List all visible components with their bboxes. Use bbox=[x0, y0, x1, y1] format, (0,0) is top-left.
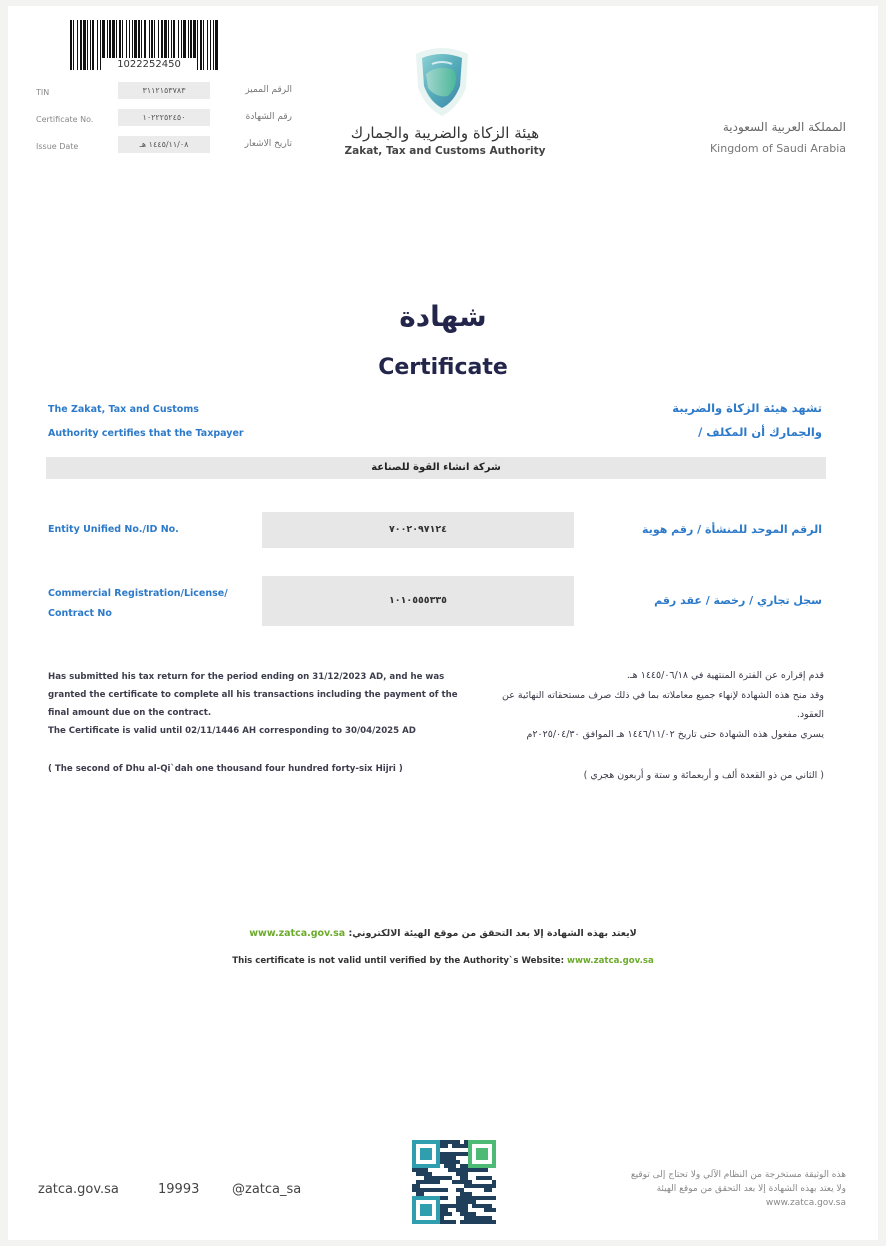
footer-note bbox=[536, 1168, 846, 1210]
kingdom-name-en: Kingdom of Saudi Arabia bbox=[709, 142, 846, 155]
verify-ar-text: لايعتد بهذه الشهادة إلا بعد التحقق من موقع الهيئة الالكتروني: bbox=[348, 928, 637, 939]
footer-note-ar-2: ولا يعتد بهذه الشهادة إلا بعد التحقق من موقع الهيئة bbox=[656, 1184, 846, 1194]
tin-label: TIN bbox=[36, 88, 50, 97]
verify-en-url[interactable]: www.zatca.gov.sa bbox=[567, 956, 654, 966]
issue-date-label-ar: تاريخ الاشعار bbox=[244, 139, 292, 149]
commercial-label-en-1: Commercial Registration/License/ bbox=[48, 588, 228, 599]
issue-date-label: Issue Date bbox=[36, 142, 79, 151]
certifies-ar-line2: والجمارك أن المكلف / bbox=[698, 425, 822, 439]
body-en-p2: The Certificate is valid until 02/11/1446 AH corresponding to 30/04/2025 AD bbox=[48, 726, 416, 736]
qr-code-icon bbox=[412, 1140, 496, 1224]
entity-label-ar: الرقم الموحد للمنشأة / رقم هوية bbox=[642, 523, 822, 536]
certificate-no-value: ١٠٢٢٢٥٢٤٥٠ bbox=[118, 109, 210, 126]
verify-ar-url[interactable]: www.zatca.gov.sa bbox=[249, 928, 346, 939]
entity-value: ٧٠٠٢٠٩٧١٢٤ bbox=[262, 512, 574, 548]
barcode-number: 1022252450 bbox=[102, 58, 196, 71]
title-ar: شهادة bbox=[399, 300, 487, 333]
commercial-label-en bbox=[48, 584, 228, 624]
commercial-label-ar: سجل تجاري / رخصة / عقد رقم bbox=[654, 594, 822, 607]
commercial-label-en-2: Contract No bbox=[48, 608, 112, 619]
authority-logo-icon bbox=[408, 44, 476, 118]
body-ar-p3: يسري مفعول هذه الشهادة حتى تاريخ ١٤٤٦/١١/٠٢ هـ الموافق ٢٠٢٥/٠٤/٣٠م bbox=[526, 728, 824, 740]
footer-phone: 19993 bbox=[158, 1182, 200, 1197]
footer-note-url: www.zatca.gov.sa bbox=[765, 1198, 846, 1208]
certifies-ar-line1: تشهد هيئة الزكاة والضريبة bbox=[672, 401, 822, 415]
body-en bbox=[48, 668, 458, 778]
title-en: Certificate bbox=[378, 355, 508, 380]
commercial-value: ١٠١٠٥٥٥٣٣٥ bbox=[262, 576, 574, 626]
body-ar-p1: قدم إقراره عن الفترة المنتهية في ١٤٤٥/٠٦/١٨ هـ. bbox=[626, 670, 824, 681]
authority-name-ar: هيئة الزكاة والضريبة والجمارك bbox=[350, 124, 540, 142]
taxpayer-name: شركة انشاء القوة للصناعة bbox=[46, 457, 826, 479]
authority-name-en: Zakat, Tax and Customs Authority bbox=[344, 145, 546, 157]
tin-value: ٣١١٢١٥٣٧٨٣ bbox=[118, 82, 210, 99]
certifies-en-line2: Authority certifies that the Taxpayer bbox=[48, 428, 244, 439]
verify-ar bbox=[0, 928, 886, 939]
certificate-no-label-ar: رقم الشهادة bbox=[245, 112, 292, 122]
issue-date-value: ١٤٤٥/١١/٠٨ هـ bbox=[118, 136, 210, 153]
body-ar bbox=[494, 666, 824, 786]
verify-en-text: This certificate is not valid until verified by the Authority`s Website: bbox=[232, 956, 565, 966]
footer-note-ar-1: هذه الوثيقة مستخرجة من النظام الآلي ولا تحتاج إلى توقيع bbox=[630, 1170, 846, 1180]
footer-website[interactable]: zatca.gov.sa bbox=[38, 1182, 119, 1197]
body-en-p1: Has submitted his tax return for the period ending on 31/12/2023 AD, and he was granted the certificate to complete all his transactions including the payment of the final amount due on the contract. bbox=[48, 672, 458, 718]
kingdom-name-ar: المملكة العربية السعودية bbox=[722, 120, 846, 134]
certificate-no-label: Certificate No. bbox=[36, 115, 94, 124]
certifies-en bbox=[48, 398, 244, 446]
tin-label-ar: الرقم المميز bbox=[245, 85, 292, 95]
entity-label-en: Entity Unified No./ID No. bbox=[48, 524, 179, 535]
body-ar-p4: ( الثاني من ذو القعدة ألف و أربعمائة و ستة و أربعون هجري ) bbox=[583, 770, 824, 781]
verify-en bbox=[0, 956, 886, 966]
body-en-p3: ( The second of Dhu al-Qi`dah one thousand four hundred forty-six Hijri ) bbox=[48, 764, 403, 774]
certifies-ar bbox=[672, 396, 822, 444]
body-ar-p2: وقد منح هذه الشهادة لإنهاء جميع معاملاته بما في ذلك صرف مستحقاته النهائية عن العقود. bbox=[501, 689, 824, 720]
footer-handle[interactable]: @zatca_sa bbox=[232, 1182, 302, 1197]
certifies-en-line1: The Zakat, Tax and Customs bbox=[48, 404, 199, 415]
